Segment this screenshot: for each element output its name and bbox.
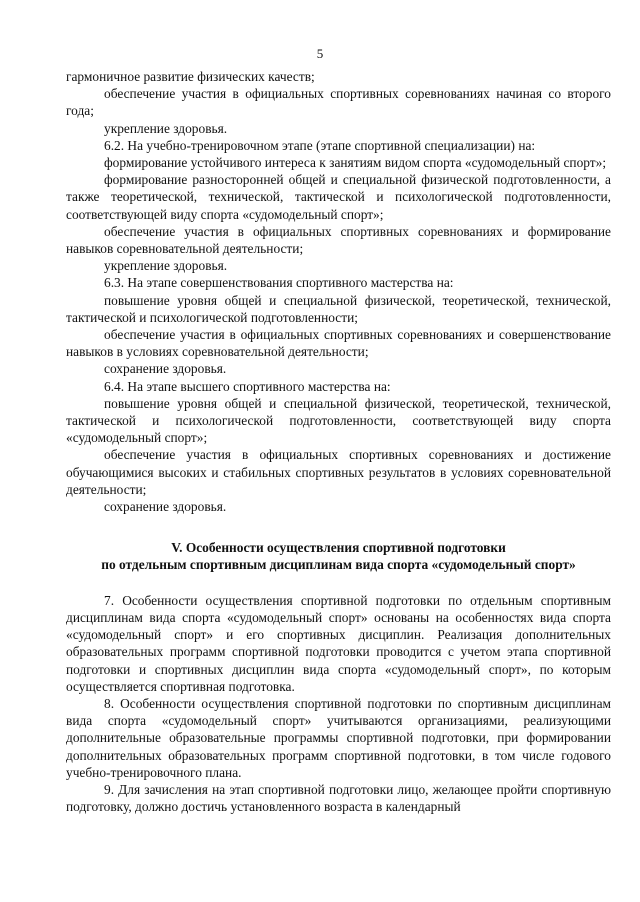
paragraph: 6.2. На учебно-тренировочном этапе (этапе спортивной специализации) на: xyxy=(104,137,536,153)
paragraph: 9. Для зачисления на этап спортивной подготовки лицо, желающее пройти спортивную подготовку, должно достичь установленного возраста в календарный xyxy=(66,781,611,815)
paragraph: 7. Особенности осуществления спортивной подготовки по отдельным спортивным дисциплинам вида спорта «судомодельный спорт» основаны на особенностях вида спорта «судомодельный спорт» и его спортивных дисциплин. Реализация дополнительных образовательных программ спортивной подготовки проводится с учетом этапа спортивной подготовки и спортивных дисциплин вида спорта «судомодельный спорт», по которым осуществляется спортивная подготовка. xyxy=(66,592,611,694)
document-body xyxy=(66,68,611,815)
paragraph: гармоничное развитие физических качеств; xyxy=(66,69,315,84)
paragraph: формирование разносторонней общей и специальной физической подготовленности, а также теоретической, технической, тактической и психологической подготовленности, соответствующей виду спорта «судомодельный спорт»; xyxy=(66,172,611,222)
paragraph: 8. Особенности осуществления спортивной подготовки по спортивным дисциплинам вида спорта «судомодельный спорт» учитываются организациями, реализующими дополнительные образовательные программы спортивной подготовки, при формировании дополнительных образовательных программ спортивной подготовки, в том числе годового учебно-тренировочного плана. xyxy=(66,695,611,780)
section-heading xyxy=(66,539,611,573)
paragraph: обеспечение участия в официальных спортивных соревнованиях и совершенствование навыков в условиях соревновательной деятельности; xyxy=(66,327,611,360)
section-heading-line-1: V. Особенности осуществления спортивной подготовки xyxy=(171,540,506,556)
paragraph: обеспечение участия в официальных спортивных соревнованиях и достижение обучающимися высоких и стабильных спортивных результатов в условиях соревновательной деятельности; xyxy=(66,447,611,497)
paragraph: обеспечение участия в официальных спортивных соревнованиях начиная со второго года; xyxy=(66,86,611,119)
section-heading-line-2: по отдельным спортивным дисциплинам вида спорта «судомодельный спорт» xyxy=(101,557,576,573)
page-number: 5 xyxy=(316,46,324,61)
paragraph: повышение уровня общей и специальной физической, теоретической, технической, тактической и психологической подготовленности; xyxy=(66,292,611,325)
paragraph: укрепление здоровья. xyxy=(104,120,228,136)
paragraph: повышение уровня общей и специальной физической, теоретической, технической, тактической и психологической подготовленности, соответствующей виду спорта «судомодельный спорт»; xyxy=(66,395,611,446)
paragraph: сохранение здоровья. xyxy=(104,361,227,377)
paragraph: формирование устойчивого интереса к занятиям видом спорта «судомодельный спорт»; xyxy=(104,155,607,171)
paragraph: 6.3. На этапе совершенствования спортивного мастерства на: xyxy=(104,275,454,291)
section-6-text xyxy=(66,68,611,515)
paragraph: сохранение здоровья. xyxy=(104,499,227,515)
paragraph: 6.4. На этапе высшего спортивного мастерства на: xyxy=(104,378,391,394)
section-v-text xyxy=(66,592,611,816)
paragraph: укрепление здоровья. xyxy=(104,258,228,274)
paragraph: обеспечение участия в официальных спортивных соревнованиях и формирование навыков соревновательной деятельности; xyxy=(66,223,611,257)
